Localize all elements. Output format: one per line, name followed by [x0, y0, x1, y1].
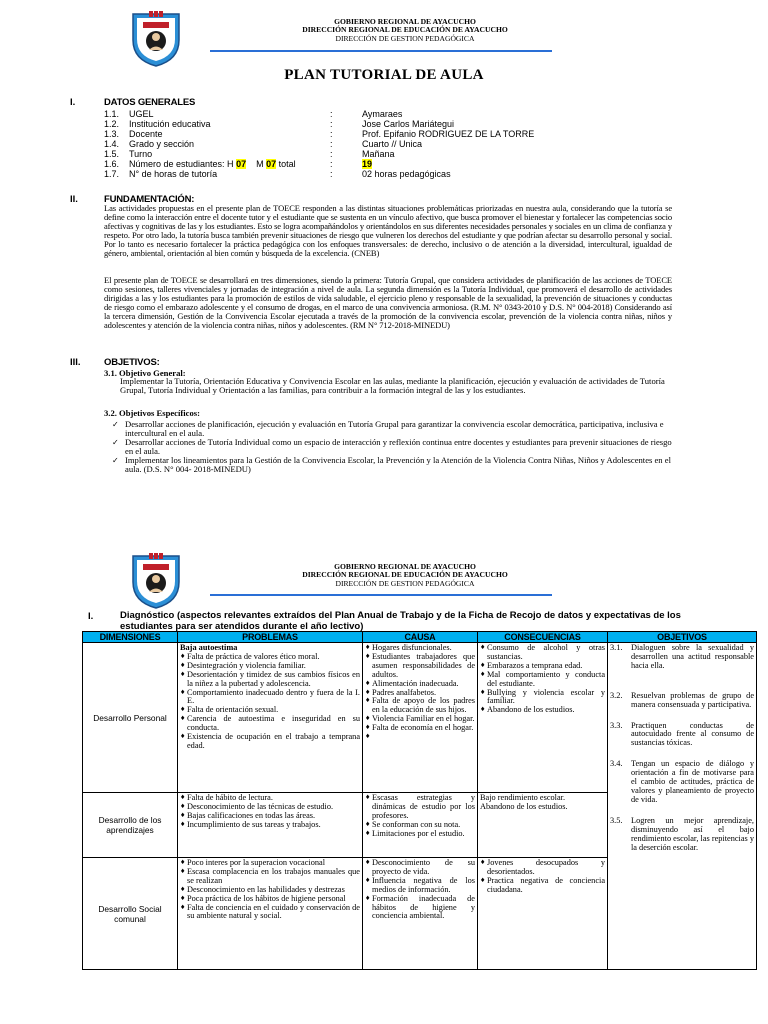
- label-total: total: [278, 159, 296, 169]
- datos-row-docente: [104, 129, 624, 139]
- causa-list: [365, 794, 475, 839]
- objetivo-number: 3.4.: [610, 759, 623, 769]
- list-item-text: Falta de práctica de valores ético moral.: [187, 651, 320, 661]
- list-item: [180, 671, 360, 689]
- list-item-text: Padres analfabetos.: [372, 687, 437, 697]
- header-line-1: GOBIERNO REGIONAL DE AYACUCHO: [334, 562, 476, 571]
- list-item: [180, 733, 360, 751]
- causa-list: [365, 859, 475, 921]
- objetivo-text: Tengan un espacio de diálogo y orientación a fin de motivarse para el cambio de actitudes, práctica de valores y planeamiento de proyecto de vida.: [631, 759, 754, 804]
- diamond-bullet-icon: ♦: [180, 652, 186, 660]
- list-item: [110, 456, 680, 474]
- diamond-bullet-icon: ♦: [180, 903, 186, 911]
- objetivo-item: [610, 760, 754, 805]
- row-label: Turno: [129, 149, 153, 159]
- list-item: [180, 868, 360, 886]
- diamond-bullet-icon: ♦: [365, 876, 371, 884]
- list-item: [180, 715, 360, 733]
- list-item: [110, 438, 680, 456]
- diamond-bullet-icon: ♦: [180, 706, 186, 714]
- diamond-bullet-icon: ♦: [365, 644, 371, 651]
- list-item-text: Existencia de ocupación en el trabajo a temprana edad.: [187, 732, 360, 750]
- row-value: Mañana: [362, 149, 395, 159]
- list-item: [180, 689, 360, 707]
- section-2-title: FUNDAMENTACIÓN:: [104, 194, 195, 205]
- diamond-bullet-icon: ♦: [180, 670, 186, 678]
- list-item-text: Escasas estrategias y dinámicas de estudio por los profesores.: [372, 793, 475, 820]
- diamond-bullet-icon: ♦: [180, 894, 186, 902]
- row-label: Institución educativa: [129, 119, 211, 129]
- row-value: Cuarto // Unica: [362, 139, 423, 149]
- list-item-text: Poca práctica de los hábitos de higiene personal: [187, 893, 346, 903]
- diamond-bullet-icon: ♦: [180, 688, 186, 696]
- header-divider: [210, 594, 552, 596]
- dimension-cell: Desarrollo de los aprendizajes: [83, 793, 178, 858]
- list-item: [365, 724, 475, 733]
- header-line-2: DIRECCIÓN REGIONAL DE EDUCACIÓN DE AYACUCHO: [302, 25, 508, 35]
- diamond-bullet-icon: ♦: [180, 867, 186, 875]
- header-line-3: DIRECCIÓN DE GESTION PEDAGÓGICA: [335, 33, 475, 43]
- header-divider: [210, 50, 552, 52]
- section-2-number: II.: [70, 194, 78, 205]
- dimension-cell: Desarrollo Social comunal: [83, 858, 178, 970]
- row-value: Prof. Epifanio RODRIGUEZ DE LA TORRE: [362, 129, 535, 139]
- list-item: [180, 904, 360, 922]
- list-item-text: Abandono de los estudios.: [487, 705, 575, 715]
- datos-row-estudiantes: [104, 159, 624, 169]
- diamond-bullet-icon: ♦: [365, 724, 371, 732]
- list-item: [365, 733, 475, 742]
- consecuencias-cell: [478, 643, 608, 793]
- row-value: Jose Carlos Mariátegui: [362, 119, 455, 129]
- row-colon: :: [330, 139, 333, 149]
- list-item: [365, 830, 475, 839]
- list-item: [365, 895, 475, 922]
- list-item-text: Embarazos a temprana edad.: [487, 660, 583, 670]
- consecuencia-line: Bajo rendimiento escolar.: [480, 793, 566, 802]
- objetivo-item: [610, 644, 754, 671]
- check-icon: ✓: [112, 420, 119, 429]
- list-item-text: Desconocimiento de las técnicas de estudio.: [187, 801, 334, 811]
- row-value: Aymaraes: [362, 109, 403, 119]
- objetivo-item: [610, 722, 754, 749]
- list-item-text: Poco interes por la superacion vocacional: [187, 858, 326, 867]
- causa-cell: [363, 858, 478, 970]
- objetivo-general-text: Implementar la Tutoría, Orientación Educativa y Convivencia Escolar en las aulas, mediante la planificación, ejecución y evaluación de actividades de Tutoría Grupal, Tutoría Individual y Orientación a las familias, para contribuir a la formación integral de las y los estudiantes.: [120, 376, 665, 396]
- objetivos-especificos-list: [110, 420, 680, 475]
- header-line-3: DIRECCIÓN DE GESTION PEDAGÓGICA: [335, 578, 475, 588]
- problemas-cell: [178, 793, 363, 858]
- datos-row-grado: [104, 139, 624, 149]
- diamond-bullet-icon: ♦: [180, 802, 186, 810]
- list-item-text: Desintegración y violencia familiar.: [187, 660, 306, 670]
- list-item: [365, 877, 475, 895]
- diamond-bullet-icon: ♦: [480, 876, 486, 884]
- row-number: 1.3.: [104, 129, 120, 139]
- list-item: [365, 794, 475, 821]
- list-item-text: Comportamiento inadecuado dentro y fuera de la I. E.: [187, 687, 360, 706]
- causa-list: [365, 644, 475, 742]
- list-item-text: Hogares disfuncionales.: [372, 643, 452, 652]
- objetivo-number: 3.2.: [610, 690, 623, 700]
- header-line-1: GOBIERNO REGIONAL DE AYACUCHO: [334, 17, 476, 26]
- list-item-text: Bullying y violencia escolar y familiar.: [487, 687, 605, 706]
- causa-cell: [363, 793, 478, 858]
- section-1-title: DATOS GENERALES: [104, 97, 196, 108]
- regional-shield-logo: [130, 10, 182, 68]
- consecuencias-list: [480, 644, 605, 715]
- dimension-cell: Desarrollo Personal: [83, 643, 178, 793]
- objetivos-especificos-title: 3.2. Objetivos Específicos:: [104, 408, 200, 418]
- diagnostico-title: Diagnóstico (aspectos relevantes extraídos del Plan Anual de Trabajo y de la Ficha de Recojo de datos y expectativas de los estudiantes para ser atendidos durante el año lectivo): [120, 610, 681, 632]
- objetivo-item: [610, 817, 754, 853]
- objetivo-text: Practiquen conductas de autocuidado frente al consumo de sustancias tóxicas.: [631, 720, 754, 748]
- document-title: PLAN TUTORIAL DE AULA: [284, 67, 484, 83]
- count-h: 07: [236, 159, 247, 169]
- problemas-cell: [178, 643, 363, 793]
- diamond-bullet-icon: ♦: [365, 715, 371, 723]
- list-item: [180, 821, 360, 830]
- list-item-text: Desconocimiento en las habilidades y destrezas: [187, 884, 345, 894]
- row-colon: :: [330, 169, 333, 179]
- header-problemas: PROBLEMAS: [178, 632, 363, 643]
- list-item-text: Desorientación y timidez de sus cambios físicos en la niñez a la pubertad y adolescencia.: [187, 669, 360, 688]
- diamond-bullet-icon: ♦: [180, 885, 186, 893]
- list-item-text: Falta de conciencia en el cuidado y conservación de su ambiente natural y social.: [187, 902, 360, 921]
- diamond-bullet-icon: ♦: [480, 670, 486, 678]
- header-line-2: DIRECCIÓN REGIONAL DE EDUCACIÓN DE AYACUCHO: [302, 570, 508, 580]
- diamond-bullet-icon: ♦: [180, 661, 186, 669]
- diamond-bullet-icon: ♦: [480, 644, 486, 651]
- list-item-text: Desarrollar acciones de planificación, ejecución y evaluación en Tutoría Grupal para garantizar la convivencia escolar democrática, participativa, inclusiva e intercultural en el aula.: [125, 419, 664, 439]
- list-item-text: Practica negativa de conciencia ciudadana.: [487, 875, 605, 894]
- diamond-bullet-icon: ♦: [180, 715, 186, 723]
- row-label: Docente: [129, 129, 163, 139]
- objetivo-general-title: 3.1. Objetivo General:: [104, 368, 186, 378]
- consecuencias-list: [480, 859, 605, 895]
- regional-shield-logo: [130, 552, 182, 610]
- diamond-bullet-icon: ♦: [180, 794, 186, 801]
- problemas-cell: [178, 858, 363, 970]
- list-item-text: Implementar los lineamientos para la Gestión de la Convivencia Escolar, la Prevención y la Atención de la Violencia Contra Niñas, Niños y Adolescentes en el aula. (D.S. N° 004- 2018-MINEDU): [125, 455, 671, 475]
- datos-row-ie: [104, 119, 624, 129]
- fundamentacion-paragraph-2: El presente plan de TOECE se desarrollará en tres dimensiones, siendo la primera: Tutoría Grupal, que considera actividades de planificación de las acciones de TOECE como sesiones, talleres vivenciales y jornadas de integración a nivel de aula. La segunda dimensión es la Tutoría Individual, que promoverá el desarrollo de actividades dirigidas a las y los estudiantes para la promoción de estilos de vida saludable, el ejercicio pleno y responsable de la sexualidad, la prevención de situaciones y conductas de riesgo como el embarazo adolescente y el consumo de drogas, en el marco de una convivencia armoniosa. (R.M. N° 0343-2010 y D.S. N° 004-2018) Considerando así la tercera dimensión, Gestión de la Convivencia Escolar ejecutada a través de la promoción de la convivencia escolar, prevención de la violencia contra niñas, niños y adolescentes y atención de la violencia contra niñas, niños y adolescentes. (RM N° 712-2018-MINEDU): [104, 275, 672, 331]
- problemas-heading: Baja autoestima: [180, 643, 238, 652]
- datos-row-horas: [104, 169, 624, 179]
- diamond-bullet-icon: ♦: [365, 859, 371, 866]
- list-item-text: Mal comportamiento y conducta del estudiante.: [487, 669, 605, 688]
- objetivo-text: Logren un mejor aprendizaje, disminuyendo así el bajo rendimiento escolar, las repitencias y la deserción escolar.: [631, 815, 754, 852]
- objetivo-number: 3.3.: [610, 720, 623, 730]
- row-number: 1.2.: [104, 119, 120, 129]
- diamond-bullet-icon: ♦: [365, 733, 371, 741]
- header-dimensiones: DIMENSIONES: [83, 632, 178, 643]
- row-number: 1.7.: [104, 169, 120, 179]
- row-label: Grado y sección: [129, 139, 195, 149]
- diamond-bullet-icon: ♦: [365, 829, 371, 837]
- table-header-row: [83, 632, 757, 643]
- list-item-text: Violencia Familiar en el hogar.: [372, 714, 475, 724]
- row-label: N° de horas de tutoría: [129, 169, 218, 179]
- row-value: 02 horas pedagógicas: [362, 169, 451, 179]
- diamond-bullet-icon: ♦: [480, 661, 486, 669]
- list-item-text: Alimentación inadecuada.: [372, 678, 459, 688]
- list-item: [110, 420, 680, 438]
- diamond-bullet-icon: ♦: [180, 733, 186, 741]
- diagnostico-table: [82, 631, 757, 970]
- row-colon: :: [330, 149, 333, 159]
- header-causa: CAUSA: [363, 632, 478, 643]
- diamond-bullet-icon: ♦: [365, 820, 371, 828]
- row-colon: :: [330, 159, 333, 169]
- table-row: [83, 643, 757, 793]
- diagnostico-number: I.: [88, 611, 94, 622]
- header-objetivos: OBJETIVOS: [608, 632, 757, 643]
- row-number: 1.5.: [104, 149, 120, 159]
- problemas-list: [180, 794, 360, 830]
- document-header: [260, 18, 550, 43]
- list-item: [480, 689, 605, 707]
- diamond-bullet-icon: ♦: [180, 820, 186, 828]
- list-item-text: Formación inadecuada de hábitos de higiene y conciencia ambiental.: [372, 893, 475, 921]
- list-item-text: Influencia negativa de los medios de información.: [372, 875, 475, 894]
- list-item: [365, 653, 475, 680]
- list-item: [480, 644, 605, 662]
- diamond-bullet-icon: ♦: [365, 679, 371, 687]
- objetivo-number: 3.1.: [610, 643, 623, 652]
- row-label: [129, 159, 296, 169]
- row-colon: :: [330, 129, 333, 139]
- list-item: [365, 697, 475, 715]
- diamond-bullet-icon: ♦: [480, 706, 486, 714]
- objetivo-text: Dialoguen sobre la sexualidad y desarrollen una actitud responsable hacia ella.: [631, 643, 754, 670]
- list-item-text: Jovenes desocupados y desorientados.: [487, 858, 605, 876]
- consecuencias-cell: [478, 858, 608, 970]
- diamond-bullet-icon: ♦: [365, 652, 371, 660]
- list-item-text: Desarrollar acciones de Tutoría Individual como un espacio de interacción y reflexión continua entre docentes y estudiantes para prevenir situaciones de riesgo en el aula.: [125, 437, 672, 457]
- row-number: 1.1.: [104, 109, 120, 119]
- diamond-bullet-icon: ♦: [365, 894, 371, 902]
- list-item-text: Carencia de autoestima e inseguridad en su conducta.: [187, 714, 360, 733]
- section-1-number: I.: [70, 97, 76, 108]
- list-item: [365, 859, 475, 877]
- list-item-text: Falta de economía en el hogar.: [372, 723, 474, 733]
- objetivo-item: [610, 692, 754, 710]
- row-colon: :: [330, 119, 333, 129]
- diamond-bullet-icon: ♦: [180, 811, 186, 819]
- list-item-text: Estudiantes trabajadores que asumen responsabilidades de adultos.: [372, 651, 475, 679]
- datos-row-turno: [104, 149, 624, 159]
- objetivos-cell: [608, 643, 757, 970]
- list-item: [480, 877, 605, 895]
- list-item: [480, 859, 605, 877]
- count-total: 19: [362, 159, 373, 169]
- diamond-bullet-icon: ♦: [365, 794, 371, 801]
- label-h: Número de estudiantes: H: [129, 159, 234, 169]
- section-3-title: OBJETIVOS:: [104, 357, 160, 368]
- row-number: 1.6.: [104, 159, 120, 169]
- diamond-bullet-icon: ♦: [480, 688, 486, 696]
- problemas-list: [180, 859, 360, 921]
- objetivo-number: 3.5.: [610, 815, 623, 825]
- datos-row-ugel: [104, 109, 624, 119]
- list-item-text: Desconocimiento de su proyecto de vida.: [372, 858, 475, 876]
- list-item-text: Incumplimiento de sus tareas y trabajos.: [187, 819, 321, 829]
- causa-cell: [363, 643, 478, 793]
- label-m: M: [256, 159, 264, 169]
- diamond-bullet-icon: ♦: [365, 697, 371, 705]
- objetivo-text: Resuelvan problemas de grupo de manera consensuada y participativa.: [631, 690, 754, 709]
- list-item-text: Falta de apoyo de los padres en la educación de sus hijos.: [372, 696, 475, 715]
- section-3-number: III.: [70, 357, 81, 368]
- list-item-text: Bajas calificaciones en todas las áreas.: [187, 810, 316, 820]
- list-item-text: Falta de hábito de lectura.: [187, 793, 273, 802]
- list-item-text: Falta de orientación sexual.: [187, 705, 279, 715]
- consecuencia-line: Abandono de los estudios.: [480, 801, 568, 811]
- row-colon: :: [330, 109, 333, 119]
- document-header: [260, 563, 550, 588]
- row-number: 1.4.: [104, 139, 120, 149]
- list-item-text: Se conforman con su nota.: [372, 819, 461, 829]
- check-icon: ✓: [112, 438, 119, 448]
- diamond-bullet-icon: ♦: [365, 688, 371, 696]
- count-m: 07: [266, 159, 277, 169]
- row-label: UGEL: [129, 109, 154, 119]
- list-item-text: Limitaciones por el estudio.: [372, 828, 465, 838]
- consecuencias-cell: [478, 793, 608, 858]
- diamond-bullet-icon: ♦: [480, 859, 486, 866]
- header-consecuencias: CONSECUENCIAS: [478, 632, 608, 643]
- check-icon: ✓: [112, 456, 119, 466]
- fundamentacion-paragraph-1: Las actividades propuestas en el presente plan de TOECE responden a las distintas situaciones problemáticas priorizadas en nuestra aula, considerando que la tutoría se define como la interacción entre el docente tutor y el estudiante que se sustenta en un vínculo afectivo, que busca promover el bienestar y fortalecer las competencias socio afectivas y cognitivas de las y los estudiantes. Esto se logra acompañándolos y orientándolos en sus diferentes necesidades personales y sociales en un clima de confianza y respeto. Por otro lado, la tutoría busca también prevenir situaciones de riesgo que vulneren los derechos del estudiante y que podrían afectar su desarrollo personal y social. Por lo tanto es necesario fortalecer la práctica pedagógica con los enfoques transversales: de derecho, inclusivo o de atención a la diversidad, intercultural, igualdad de género, ambiental, orientación al bien común y búsqueda de la excelencia. (CNEB): [104, 203, 672, 259]
- diamond-bullet-icon: ♦: [180, 859, 186, 866]
- list-item-text: Consumo de alcohol y otras sustancias.: [487, 643, 605, 661]
- list-item-text: Escasa complacencia en los trabajos manuales que se realizan: [187, 866, 360, 885]
- problemas-list: [180, 653, 360, 751]
- list-item: [480, 706, 605, 715]
- list-item: [480, 671, 605, 689]
